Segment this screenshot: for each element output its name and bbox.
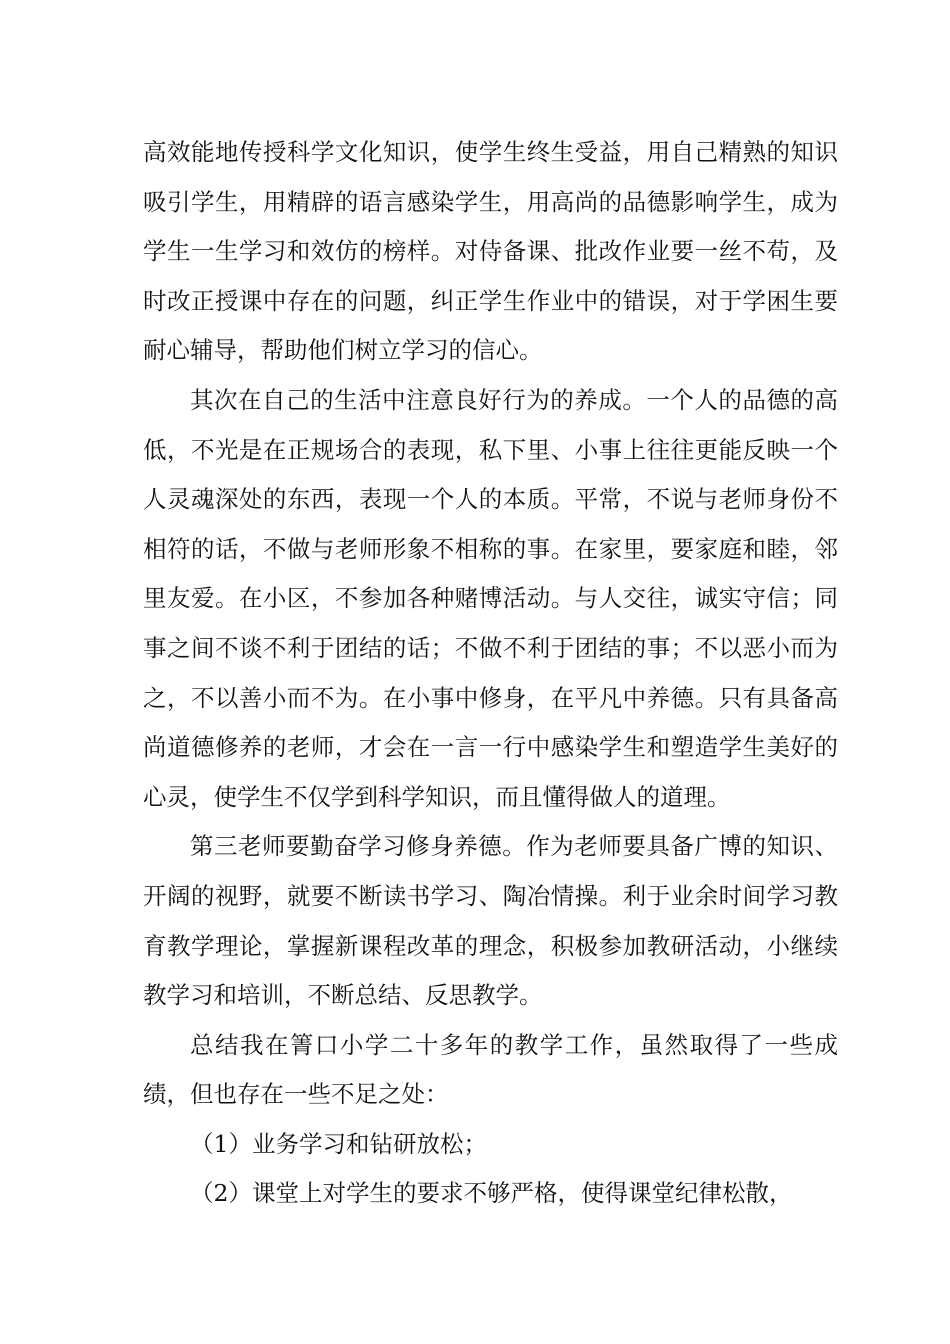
paragraph-diligent-study: 第三老师要勤奋学习修身养德。作为老师要具备广博的知识、开阔的视野，就要不断读书学习、陶冶情操。利于业余时间学习教育教学理论，掌握新课程改革的理念，积极参加教研活动，小继续教学习和培训，不断总结、反思教学。 [143, 832, 838, 1010]
list-item-shortcoming-2: （2）课堂上对学生的要求不够严格，使得课堂纪律松散， [190, 1179, 793, 1208]
list-item-shortcoming-1: （1）业务学习和钻研放松； [190, 1129, 487, 1158]
paragraph-daily-conduct: 其次在自己的生活中注意良好行为的养成。一个人的品德的高低，不光是在正规场合的表现，私下里、小事上往往更能反映一个人灵魂深处的东西，表现一个人的本质。平常，不说与老师身份不相符的话，不做与老师形象不相称的事。在家里，要家庭和睦，邻里友爱。在小区，不参加各种赌博活动。与人交往，诚实守信；同事之间不谈不利于团结的话；不做不利于团结的事；不以恶小而为之，不以善小而不为。在小事中修身，在平凡中养德。只有具备高尚道德修养的老师，才会在一言一行中感染学生和塑造学生美好的心灵，使学生不仅学到科学知识，而且懂得做人的道理。 [143, 385, 838, 811]
paragraph-summary: 总结我在箐口小学二十多年的教学工作，虽然取得了一些成绩，但也存在一些不足之处： [143, 1030, 838, 1109]
paragraph-teaching-knowledge: 高效能地传授科学文化知识，使学生终生受益，用自己精熟的知识吸引学生，用精辟的语言感染学生，用高尚的品德影响学生，成为学生一生学习和效仿的榜样。对侍备课、批改作业要一丝不苟，及时改正授课中存在的问题，纠正学生作业中的错误，对于学困生要耐心辅导，帮助他们树立学习的信心。 [143, 138, 838, 365]
document-body [143, 128, 838, 1219]
